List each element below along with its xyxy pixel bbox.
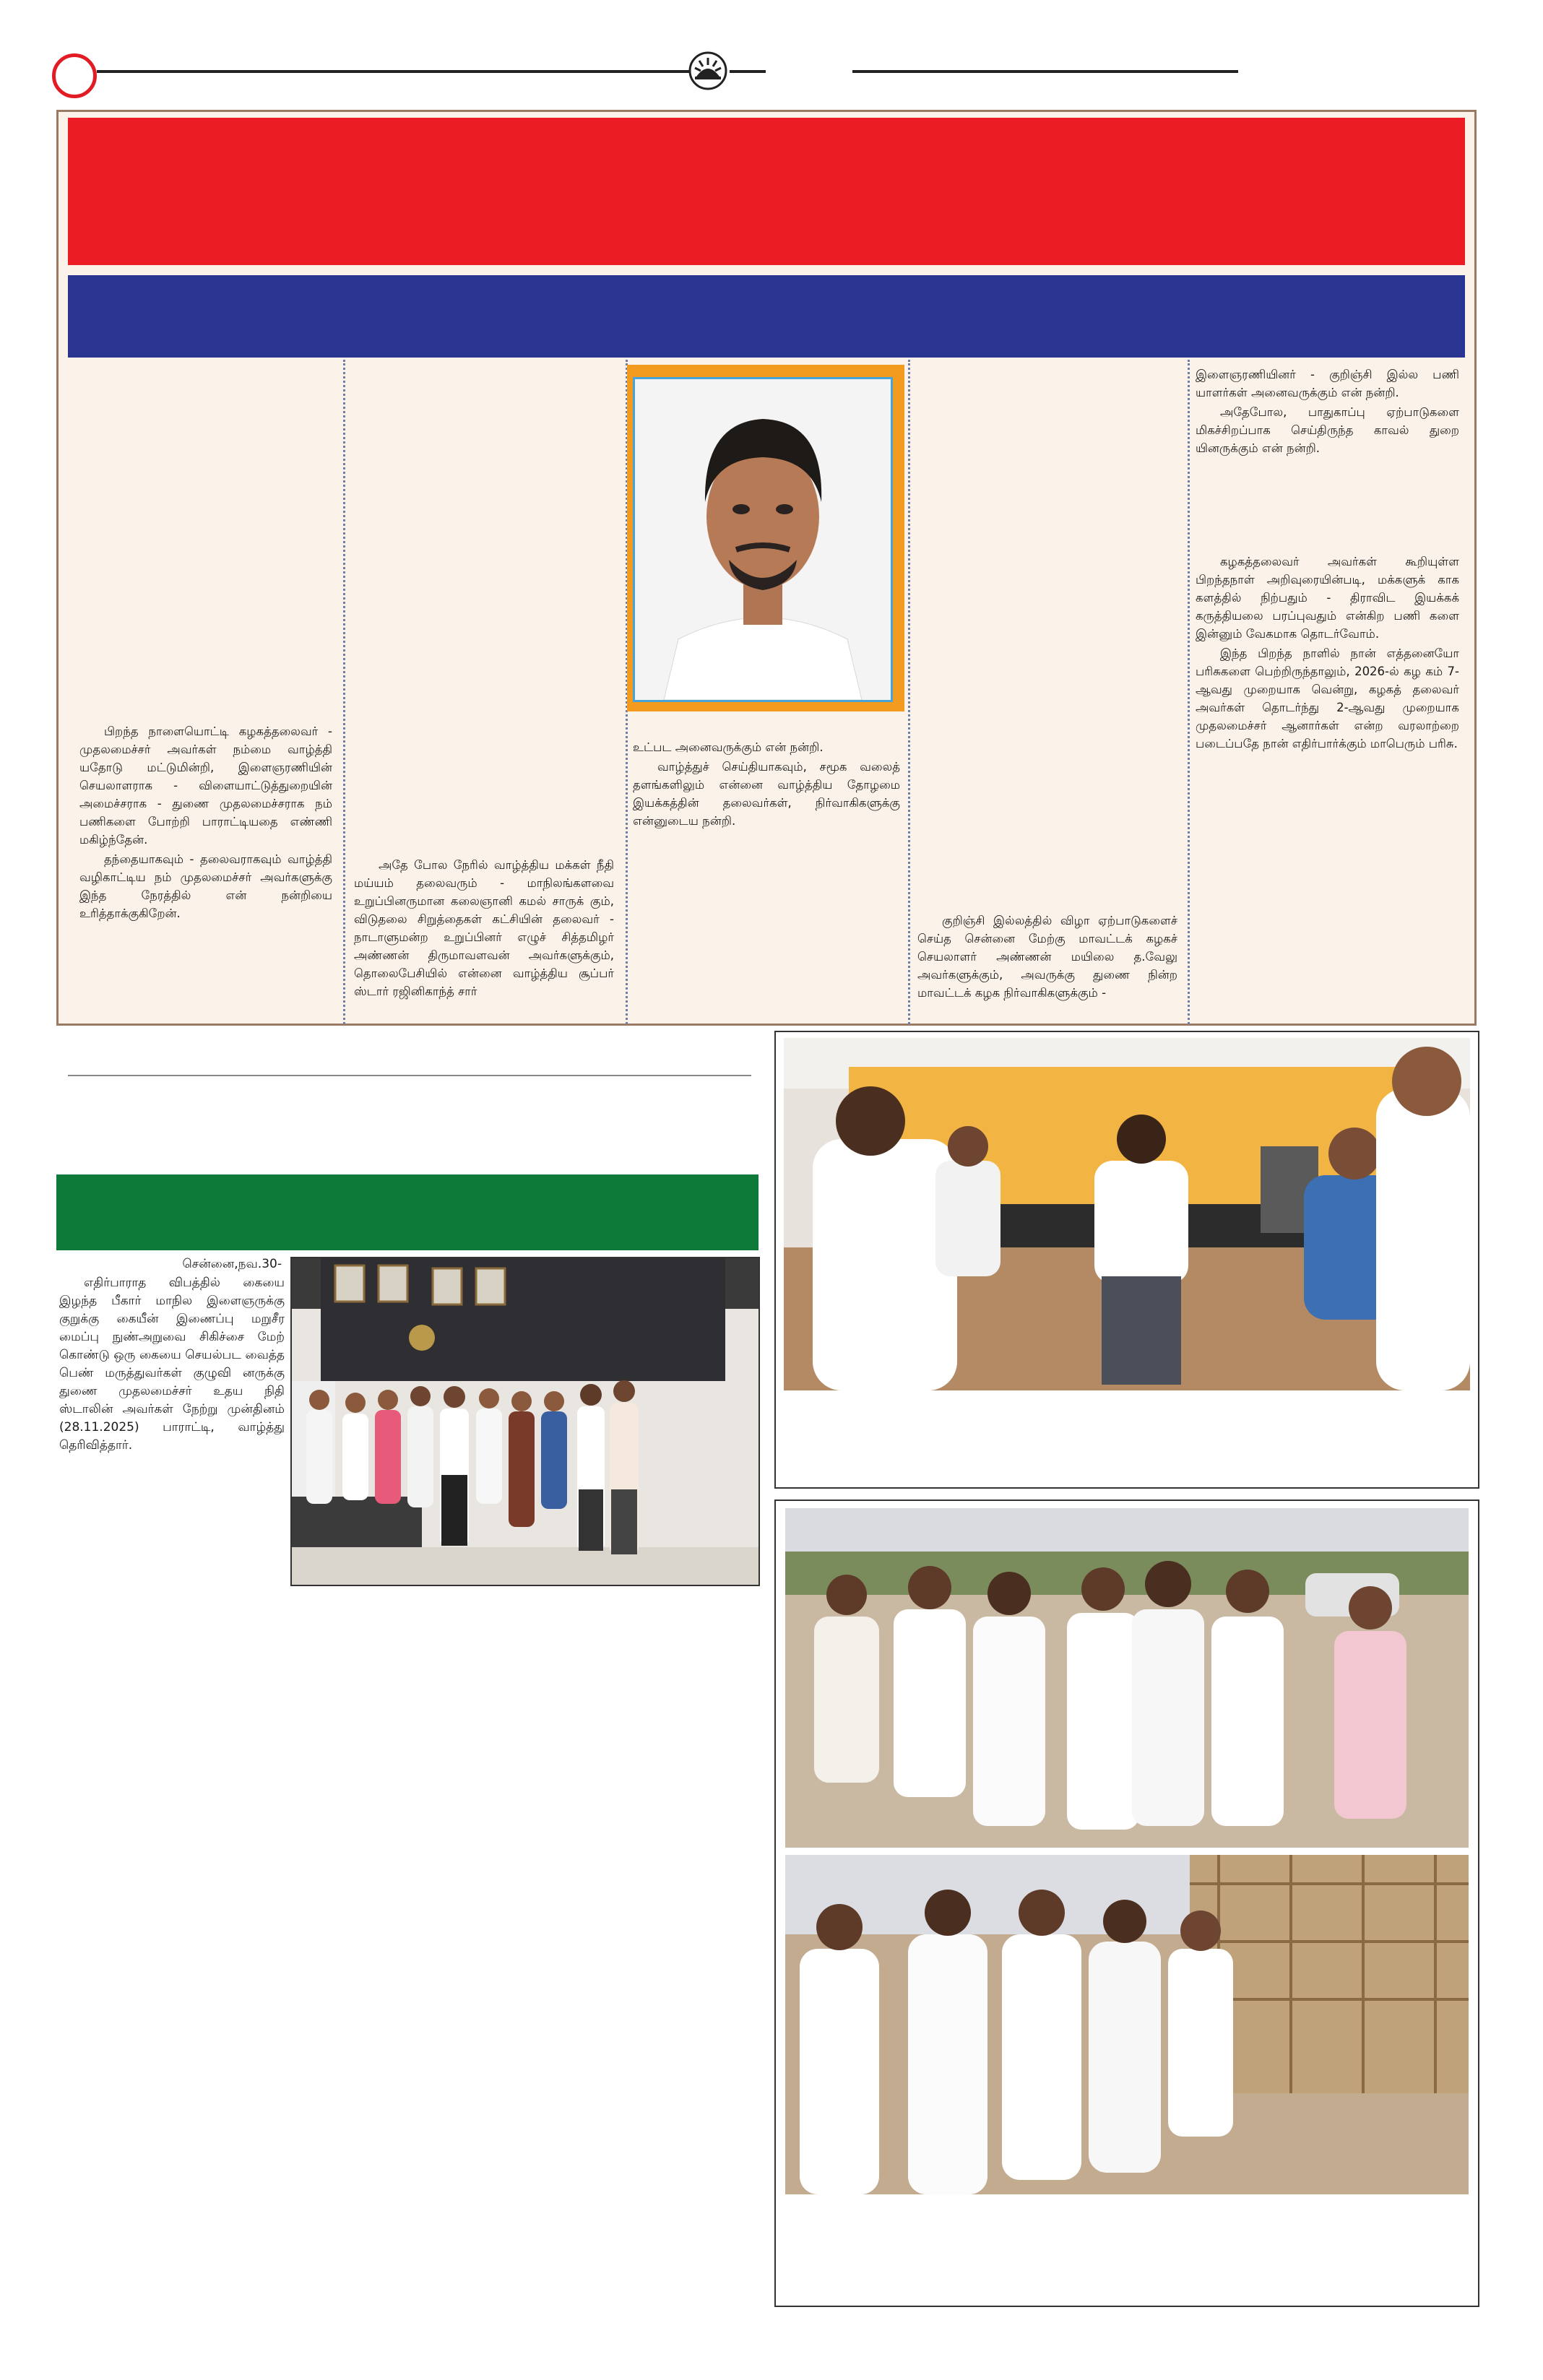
paragraph: குறிஞ்சி இல்லத்தில் விழா ஏற்பாடுகளைச் செய்த சென்னை மேற்கு மாவட்டக் கழகச் செயலாளர் அண்ணன் மயிலை த.வேலு அவர்களுக்கும், அவருக்கு துணை நின்ற மாவட்டக் கழக நிர்வாகிகளுக்கும் - [917,914,1177,1000]
article-column-3 [633,738,900,830]
section-rule [68,1075,751,1076]
article-column-2 [354,856,614,1000]
rising-sun-emblem-icon [688,51,728,91]
paragraph: பிறந்த நாளையொட்டி கழகத்தலைவர் - முதலமைச்சர் அவர்கள் நம்மை வாழ்த்தி யதோடு மட்டுமின்றி, இளைஞரணியின் செயலாளராக - விளையாட்டுத்துறையின் அமைச்சராக - துணை முதலமைச்சராக நம் பணிகளை போற்றி பாராட்டியதை எண்ணி மகிழ்ந்தேன். [79,724,332,847]
paragraph: எதிர்பாராத விபத்தில் கையை இழந்த பீகார் மாநில இளைஞருக்கு குறுக்கு கையீன் இணைப்பு மறுசீர மைப்பு நுண்அறுவை சிகிச்சை மேற் கொண்டு ஒரு கையை செயல்பட வைத்த பெண் மருத்துவர்கள் குழுவி னருக்கு துணை முதலமைச்சர் உதய நிதி ஸ்டாலின் அவர்கள் நேற்று முன்தினம் (28.11.2025) பாராட்டி, வாழ்த்து தெரிவித்தார். [59,1276,285,1453]
headline-band-green [56,1174,758,1250]
site-inspection-photo-1 [785,1508,1469,1848]
header-rule-left [97,70,689,73]
paragraph: வாழ்த்துச் செய்தியாகவும், சமூக வலைத் தளங்களிலும் என்னை வாழ்த்திய தோழமை இயக்கத்தின் தலைவர்கள், நிர்வாகிகளுக்கு என்னுடைய நன்றி. [633,760,900,828]
paragraph: இளைஞரணியினர் - குறிஞ்சி இல்ல பணி யாளர்கள் அனைவருக்கும் என் நன்றி. [1196,368,1459,399]
paragraph: அதே போல நேரில் வாழ்த்திய மக்கள் நீதி மய்யம் தலைவரும் - மாநிலங்களவை உறுப்பினருமான கலைஞானி கமல் சாருக் கும், விடுதலை சிறுத்தைகள் கட்சியின் தலைவர் - நாடாளுமன்ற உறுப்பினர் எழுச் சித்தமிழர் அண்ணன் திருமாவளவன் அவர்களுக்கும், தொலைபேசியில் என்னை வாழ்த்திய சூப்பர் ஸ்டார் ரஜினிகாந்த் சார் [354,858,614,998]
paragraph: கழகத்தலைவர் அவர்கள் கூறியுள்ள பிறந்தநாள் அறிவுரையின்படி, மக்களுக் காக களத்தில் நிற்பதும் - திராவிட இயக்கக் கருத்தியலை பரப்புவதும் என்கிற பணி களை இன்னும் வேகமாக தொடர்வோம். [1196,555,1459,641]
headline-band-red [68,118,1465,265]
paragraph: அதேபோல, பாதுகாப்பு ஏற்பாடுகளை மிகச்சிறப்பாக செய்திருந்த காவல் துறை யினருக்கும் என் நன்றி. [1196,405,1459,455]
header-rule-right [852,70,1238,73]
article-column-5-bottom [1196,553,1459,753]
paragraph: உட்பட அனைவருக்கும் என் நன்றி. [633,740,824,754]
paragraph: இந்த பிறந்த நாளில் நான் எத்தனையோ பரிசுகளை பெற்றிருந்தாலும், 2026-ல் கழ கம் 7-ஆவது முறையாக வென்று, கழகத் தலைவர் அவர்கள் தொடர்ந்து 2-ஆவது முறையாக முதலமைச்சர் ஆனார்கள் என்ற வரலாற்றை படைப்பதே நான் எதிர்பார்க்கும் மாபெரும் பரிசு. [1196,646,1459,750]
gym-inspection-photo [784,1038,1470,1390]
article-column-5-top [1196,365,1459,457]
site-inspection-photo-2 [785,1855,1469,2194]
doctors-group-photo [290,1257,760,1586]
paragraph: தந்தையாகவும் - தலைவராகவும் வாழ்த்தி வழிகாட்டிய நம் முதலமைச்சர் அவர்களுக்கு இந்த நேரத்தில் என் நன்றியை உரித்தாக்குகிறேன். [79,852,332,920]
portrait-photo [633,377,893,702]
article-column-4 [917,912,1177,1002]
column-rule [1188,360,1190,1024]
column-rule [908,360,910,1024]
story-dateline: சென்னை,நவ.30- [182,1257,282,1271]
column-rule [343,360,345,1024]
article-column-1 [79,722,332,922]
page-number-badge [52,53,97,98]
header-rule-mid [730,70,766,73]
subheadline-band-blue [68,275,1465,358]
story-body [59,1274,285,1455]
